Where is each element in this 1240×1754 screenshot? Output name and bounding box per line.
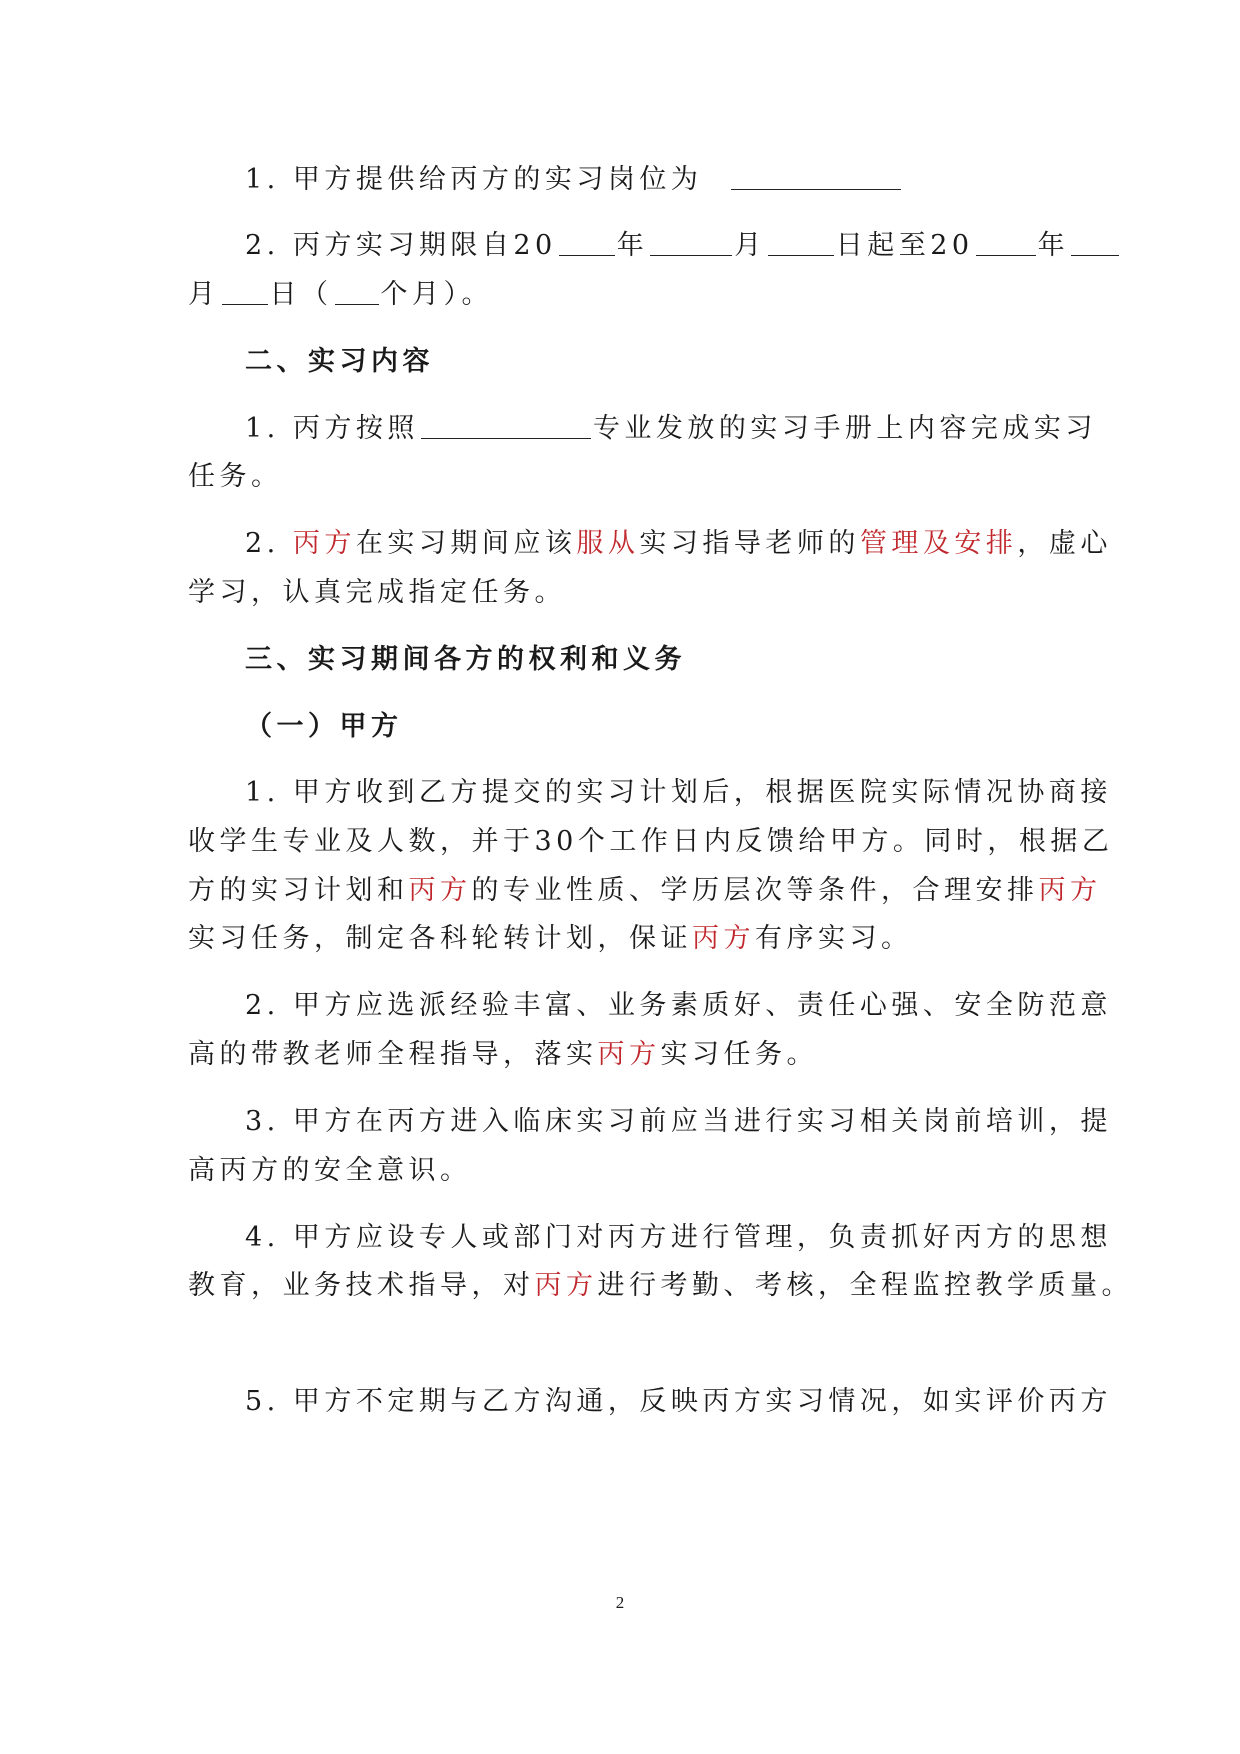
highlighted-text: 丙方 [692,923,755,954]
clause-text: 1. 丙方按照 [245,413,419,444]
clause-text: 在实习期间应该 [355,528,577,559]
highlighted-text: 丙方 [534,1270,598,1301]
clause-text: 实习指导老师的 [639,528,860,559]
section-heading: 三、实习期间各方的权利和义务 [245,644,686,675]
clause-text: ，虚心 [1017,528,1112,559]
duty-5: 5. 甲方不定期与乙方沟通，反映丙方实习情况，如实评价丙方 [245,1386,1112,1417]
clause-text: 日（ [269,279,333,310]
clause-1-internship-post [0,163,1240,197]
clause-2-period [0,229,1240,263]
duty-1-cont [0,874,1240,908]
clause-text: 月 [734,230,766,261]
clause-text: 教育，业务技术指导，对 [188,1270,535,1301]
clause-text: 2. 丙方实习期限自20 [245,230,557,261]
blank-year-end [976,229,1036,256]
section-heading: 二、实习内容 [245,346,434,377]
clause-text: 月 [188,279,220,310]
clause-text: 年 [616,230,649,261]
highlighted-text: 丙方 [408,875,472,906]
highlighted-text: 丙方 [597,1039,661,1070]
highlighted-text: 服从 [576,528,640,559]
blank-month [650,229,732,256]
duty-1: 1. 甲方收到乙方提交的实习计划后，根据医院实际情况协商接 [245,777,1112,808]
clause-text: 有序实习。 [755,923,913,954]
content-2 [0,527,1240,561]
duty-2-cont [0,1038,1240,1072]
clause-text: 高的带教老师全程指导，落实 [188,1039,598,1070]
clause-text: 个月）。 [380,279,493,310]
blank-day-end [222,278,268,305]
subsection-heading: （一）甲方 [245,711,403,742]
duty-4-cont [0,1269,1240,1303]
clause-text: 实习任务。 [660,1039,818,1070]
highlighted-text: 丙方 [292,528,356,559]
clause-text: 日起至20 [835,230,974,261]
content-1 [0,412,1240,446]
clause-text: 年 [1037,230,1070,261]
highlighted-text: 丙方 [1038,875,1102,906]
clause-text: 方的实习计划和 [188,875,409,906]
clause-text: 1. 甲方提供给丙方的实习岗位为 [245,164,703,195]
duty-2: 2. 甲方应选派经验丰富、业务素质好、责任心强、安全防范意 [245,990,1112,1021]
blank-months [335,278,379,305]
clause-text: 2. [245,528,293,559]
blank-month-end [1071,229,1119,256]
duty-1-cont: 收学生专业及人数，并于30个工作日内反馈给甲方。同时，根据乙 [188,826,1114,857]
duty-4: 4. 甲方应设专人或部门对丙方进行管理，负责抓好丙方的思想 [245,1222,1112,1253]
blank-post [731,163,901,190]
content-2-cont: 学习，认真完成指定任务。 [188,577,566,608]
duty-3-cont: 高丙方的安全意识。 [188,1155,472,1186]
clause-2-period-cont [0,278,1240,312]
blank-major [421,412,591,439]
content-1-cont: 任务。 [188,461,283,492]
clause-text: 的专业性质、学历层次等条件，合理安排 [471,875,1039,906]
duty-1-cont [0,922,1240,956]
highlighted-text: 管理及安排 [859,528,1018,559]
clause-text: 实习任务，制定各科轮转计划，保证 [188,923,692,954]
duty-3: 3. 甲方在丙方进入临床实习前应当进行实习相关岗前培训，提 [245,1106,1112,1137]
clause-text: 专业发放的实习手册上内容完成实习 [592,413,1097,444]
blank-year [559,229,615,256]
page-number: 2 [615,1593,625,1612]
clause-text: 进行考勤、考核，全程监控教学质量。 [597,1270,1133,1301]
blank-day [768,229,834,256]
